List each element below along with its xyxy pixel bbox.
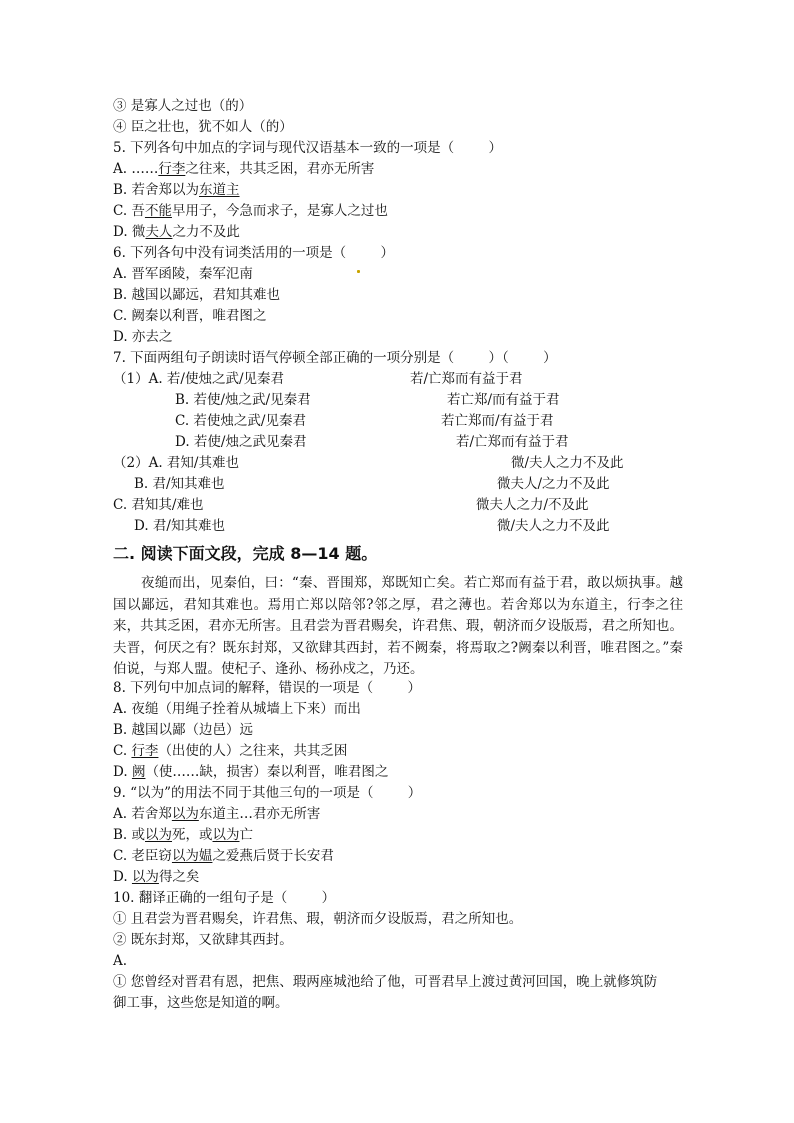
marked-word: 东道主 [199, 182, 240, 198]
section-heading: 二. 阅读下面文段，完成 8—14 题。 [113, 544, 378, 563]
q7-1-option-c-right: 若亡郑而/有益于君 [441, 413, 554, 429]
q7-2-option-a-left: （2）A. 君知/其难也 [113, 455, 239, 471]
q7-1-option-d-left: D. 若使/烛之武见秦君 [175, 434, 307, 450]
q7-2-option-c-left: C. 君知其/难也 [113, 497, 204, 513]
q8-option-b: B. 越国以鄙（边邑）远 [113, 722, 254, 738]
q10-option-a-label: A. [113, 953, 128, 969]
q6-option-b: B. 越国以鄙远，君知其难也 [113, 287, 281, 303]
q7-1-option-c-left: C. 若使烛之武/见秦君 [175, 413, 306, 429]
q10-sentence-1: ① 且君尝为晋君赐矣，许君焦、瑕，朝济而夕设版焉，君之所知也。 [113, 911, 523, 927]
marked-word: 以为 [131, 869, 159, 885]
question-9: 9. “以为”的用法不同于其他三句的一项是（ ） [113, 785, 422, 801]
q7-1-option-b-left: B. 若使/烛之武/见秦君 [175, 392, 311, 408]
q7-2-option-a-right: 微/夫人之力不及此 [511, 455, 624, 471]
q9-option-a: A. 若舍郑以为东道主…君亦无所害 [113, 806, 321, 822]
q6-option-c: C. 阙秦以利晋，唯君图之 [113, 308, 267, 324]
option-line: ③ 是寡人之过也（的） [113, 98, 253, 114]
q7-1-option-a-left: （1）A. 若/使烛之武/见秦君 [113, 371, 285, 387]
q10-option-a-text: ① 您曾经对晋君有恩，把焦、瑕两座城池给了他，可晋君早上渡过黄河回国，晚上就修筑防 [113, 974, 658, 990]
q5-option-c: C. 吾不能早用子，今急而求子，是寡人之过也 [113, 203, 388, 219]
q7-2-option-c-right: 微夫人之力/不及此 [476, 497, 589, 513]
stray-mark [357, 270, 360, 273]
q10-sentence-2: ② 既东封郑，又欲肆其西封。 [113, 932, 293, 948]
marked-word: 以为媪 [171, 848, 213, 864]
q8-option-a: A. 夜缒（用绳子拴着从城墙上下来）而出 [113, 701, 361, 717]
question-5: 5. 下列各句中加点的字词与现代汉语基本一致的一项是（ ） [113, 140, 503, 156]
marked-word: 阙 [131, 764, 146, 780]
question-10: 10. 翻译正确的一组句子是（ ） [113, 890, 336, 906]
marked-word: 以为 [145, 827, 173, 843]
q6-option-d: D. 亦去之 [113, 329, 173, 345]
q7-1-option-d-right: 若/亡郑而有益于君 [456, 434, 569, 450]
q6-option-a: A. 晋军函陵，秦军氾南 [113, 266, 253, 282]
q7-2-option-b-right: 微夫人/之力不及此 [497, 476, 610, 492]
q9-option-d: D. 以为得之矣 [113, 869, 200, 885]
q7-1-option-b-right: 若亡郑/而有益于君 [447, 392, 560, 408]
q5-option-a: A. ……行李之往来，共其乏困，君亦无所害 [113, 161, 375, 177]
q5-option-b: B. 若舍郑以为东道主 [113, 182, 240, 198]
question-8: 8. 下列句中加点词的解释，错误的一项是（ ） [113, 680, 422, 696]
question-7: 7. 下面两组句子朗读时语气停顿全部正确的一项分别是（ ）（ ） [113, 350, 557, 366]
marked-word: 以为 [171, 806, 199, 822]
q7-1-option-a-right: 若/亡郑而有益于君 [410, 371, 523, 387]
q9-option-b: B. 或以为死，或以为亡 [113, 827, 254, 843]
q9-option-c: C. 老臣窃以为媪之爱燕后贤于长安君 [113, 848, 334, 864]
q8-option-c: C. 行李（出使的人）之往来，共其乏困 [113, 743, 348, 759]
q8-option-d: D. 阙（使……缺，损害）秦以利晋，唯君图之 [113, 764, 389, 780]
marked-word: 行李 [158, 161, 186, 177]
marked-word: 不能 [144, 203, 172, 219]
q5-option-d: D. 微夫人之力不及此 [113, 224, 240, 240]
q7-2-option-b-left: B. 君/知其难也 [134, 476, 225, 492]
marked-word: 行李 [131, 743, 159, 759]
marked-word: 夫人 [145, 224, 173, 240]
q7-2-option-d-right: 微/夫人之力不及此 [497, 518, 610, 534]
marked-word: 以为 [212, 827, 240, 843]
q10-option-a-text-cont: 御工事，这些您是知道的啊。 [113, 995, 289, 1011]
reading-passage: 夜缒而出，见秦伯，曰：“秦、晋围郑，郑既知亡矣。若亡郑而有益于君，敢以烦执事。越国以鄙远，君知其难也。焉用亡郑以陪邻?邻之厚，君之薄也。若舍郑以为东道主，行李之往来，共其乏困，君亦无所害。且君尝为晋君赐矣，许君焦、瑕，朝济而夕设版焉，君之所知也。夫晋，何厌之有？既东封郑，又欲肆其西封，若不阙秦，将焉取之?阙秦以利晋，唯君图之。”秦伯说，与郑人盟。使杞子、逢孙、杨孙戍之，乃还。 [113, 575, 683, 677]
option-line: ④ 臣之壮也，犹不如人（的） [113, 119, 293, 135]
q7-2-option-d-left: D. 君/知其难也 [134, 518, 225, 534]
question-6: 6. 下列各句中没有词类活用的一项是（ ） [113, 245, 395, 261]
